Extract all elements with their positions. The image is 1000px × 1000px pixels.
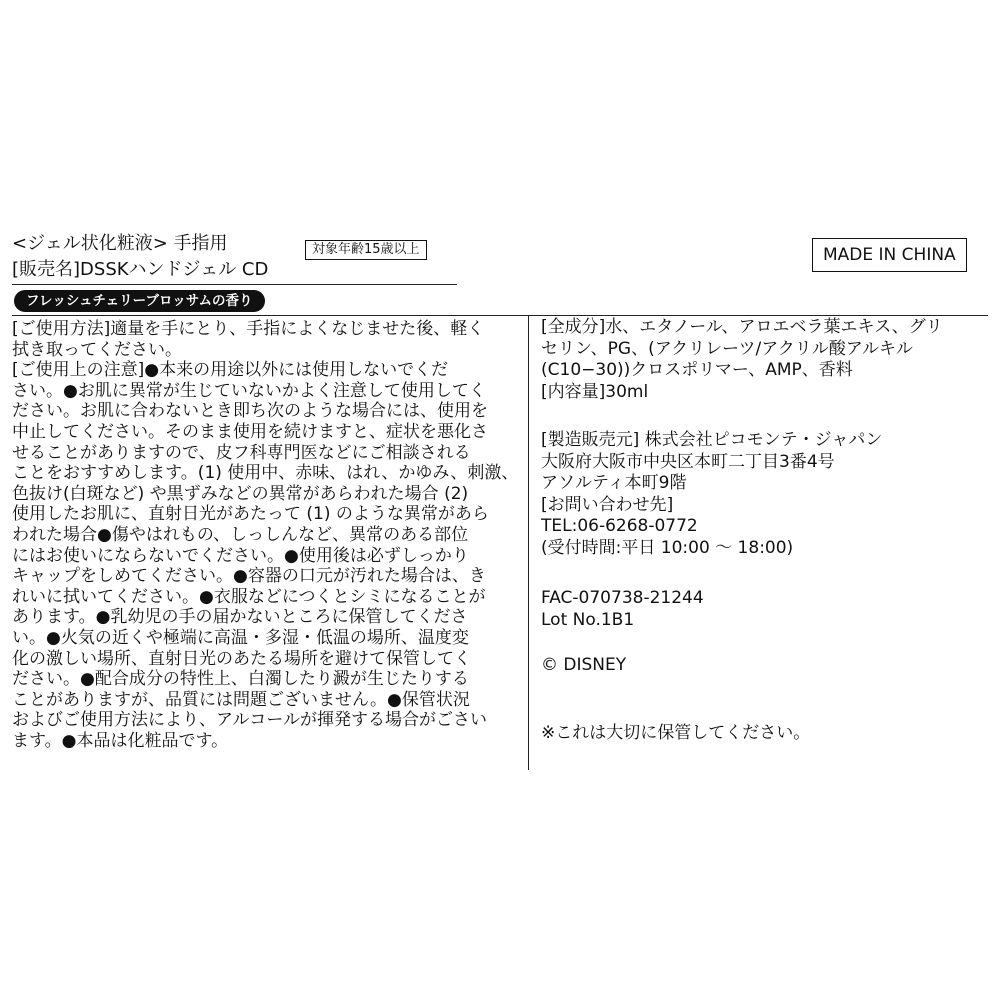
usage-line: 拭き取ってください。 — [12, 339, 182, 360]
scent-banner: フレッシュチェリーブロッサムの香り — [14, 290, 265, 312]
usage-line: [ご使用上の注意]●本来の用途以外には使用しないでくだ — [12, 360, 449, 381]
usage-line: にはお使いにならないでください。●使用後は必ずしっかり — [12, 545, 469, 566]
codes-section — [541, 588, 991, 631]
usage-line: われた場合●傷やはれもの、しっしんなど、異常のある部位 — [12, 524, 469, 545]
seller-line: 大阪府大阪市中央区本町二丁目3番4号 — [541, 451, 835, 472]
product-name: [販売名]DSSKハンドジェル CD — [12, 259, 269, 280]
usage-line: せることがありますので、皮フ科専門医などにご相談される — [12, 442, 471, 463]
seller-line: (受付時間:平日 10:00 〜 18:00) — [541, 537, 794, 558]
header-rule — [12, 284, 457, 285]
usage-line: 中止してください。そのまま使用を続けますと、症状を悪化さ — [12, 421, 488, 442]
usage-line: さい。●お肌に異常が生じていないかよく注意して使用してく — [12, 380, 486, 401]
product-type: <ジェル状化粧液> 手指用 — [12, 233, 228, 254]
made-in-box: MADE IN CHINA — [812, 238, 967, 272]
ingredients-line: (C10−30))クロスポリマー、AMP、香料 — [541, 360, 853, 380]
usage-line: [ご使用方法]適量を手にとり、手指によくなじませた後、軽く — [12, 319, 485, 339]
section-rule — [12, 315, 988, 316]
usage-line: ださい。●配合成分の特性上、白濁したり澱が生じたりする — [12, 669, 469, 690]
fac-code: FAC-070738-21244 — [541, 588, 704, 608]
usage-line: キャップをしめてください。●容器の口元が汚れた場合は、き — [12, 566, 486, 587]
usage-line: 化の激しい場所、直射日光のあたる場所を避けて保管してく — [12, 648, 471, 669]
usage-line: 色抜け(白斑など) や黒ずみなどの異常があらわれた場合 (2) — [12, 483, 469, 504]
usage-line: い。●火気の近くや極端に高温・多湿・低温の場所、温度変 — [12, 627, 469, 648]
usage-line: ことがありますが、品質には問題ございません。●保管状況 — [12, 689, 470, 710]
seller-line: アソルティ本町9階 — [541, 473, 687, 493]
column-divider — [528, 315, 529, 770]
usage-section — [12, 319, 527, 751]
volume-line: [内容量]30ml — [541, 381, 649, 402]
usage-line: あります。●乳幼児の手の届かないところに保管してくださ — [12, 607, 468, 628]
seller-section — [541, 430, 991, 559]
keep-notice: ※これは大切に保管してください。 — [541, 723, 811, 743]
ingredients-line: [全成分]水、エタノール、アロエベラ葉エキス、グリ — [541, 317, 943, 337]
usage-line: ださい。お肌に合わないとき即ち次のような場合には、使用を — [12, 401, 488, 422]
age-badge: 対象年齢15歳以上 — [305, 240, 427, 260]
copyright: © DISNEY — [541, 655, 627, 675]
ingredients-section — [541, 317, 991, 403]
seller-line: [お問い合わせ先] — [541, 494, 674, 515]
lot-number: Lot No.1B1 — [541, 609, 635, 630]
usage-line: ことをおすすめします。(1) 使用中、赤味、はれ、かゆみ、刺激、 — [12, 463, 519, 484]
ingredients-line: セリン、PG、(アクリレーツ/アクリル酸アルキル — [541, 338, 913, 359]
usage-line: およびご使用方法により、アルコールが揮発する場合がごさい — [12, 710, 487, 731]
usage-line: れいに拭いてください。●衣服などにつくとシミになることが — [12, 586, 486, 607]
usage-line: ます。●本品は化粧品です。 — [12, 730, 229, 751]
seller-line: [製造販売元] 株式会社ピコモンテ・ジャパン — [541, 430, 883, 450]
seller-line: TEL:06-6268-0772 — [541, 516, 698, 536]
usage-line: 使用したお肌に、直射日光があたって (1) のような異常があら — [12, 504, 489, 525]
